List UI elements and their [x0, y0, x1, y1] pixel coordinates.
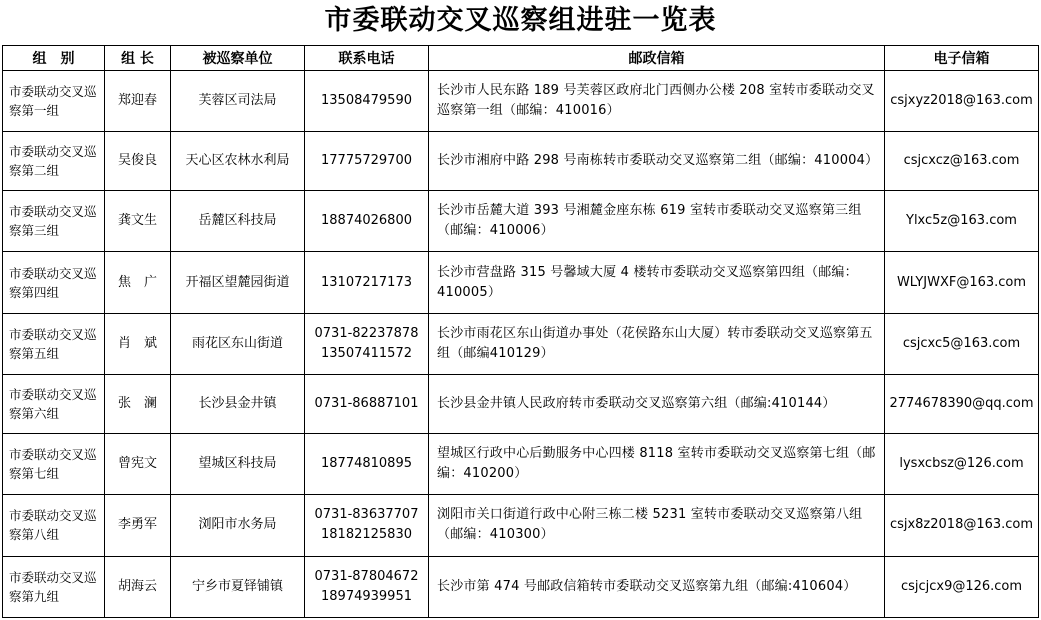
email-cell: Ylxc5z@163.com — [885, 190, 1039, 251]
email-cell: csjx8z2018@163.com — [885, 495, 1039, 556]
address-cell: 长沙市第 474 号邮政信箱转市委联动交叉巡察第九组（邮编:410604） — [429, 556, 885, 618]
email-cell: lysxcbsz@126.com — [885, 433, 1039, 494]
group-cell: 市委联动交叉巡察第二组 — [3, 132, 105, 190]
table-header-row — [3, 46, 1039, 71]
email-cell: csjcxcz@163.com — [885, 132, 1039, 190]
phone-line: 0731-87804672 — [314, 568, 419, 584]
leader-cell: 郑迎春 — [105, 71, 171, 132]
unit-cell: 雨花区东山街道 — [171, 313, 305, 374]
phone-line: 0731-82237878 — [314, 325, 419, 341]
leader-cell: 龚文生 — [105, 190, 171, 251]
leader-cell: 肖 斌 — [105, 313, 171, 374]
leader-cell: 胡海云 — [105, 556, 171, 618]
phone-cell — [305, 190, 429, 251]
address-cell: 长沙市营盘路 315 号馨域大厦 4 楼转市委联动交叉巡察第四组（邮编：410005） — [429, 252, 885, 313]
phone-cell — [305, 132, 429, 190]
phone-line: 13508479590 — [321, 93, 412, 109]
address-cell: 长沙市湘府中路 298 号南栋转市委联动交叉巡察第二组（邮编：410004） — [429, 132, 885, 190]
unit-cell: 长沙县金井镇 — [171, 375, 305, 433]
leader-cell: 曾宪文 — [105, 433, 171, 494]
table-row — [3, 433, 1039, 494]
group-cell: 市委联动交叉巡察第五组 — [3, 313, 105, 374]
table-row — [3, 252, 1039, 313]
unit-cell: 开福区望麓园街道 — [171, 252, 305, 313]
phone-cell — [305, 495, 429, 556]
leader-cell: 李勇军 — [105, 495, 171, 556]
phone-line: 17775729700 — [321, 153, 412, 169]
phone-cell — [305, 556, 429, 618]
table-row — [3, 375, 1039, 433]
phone-line: 18874026800 — [321, 213, 412, 229]
email-cell: 2774678390@qq.com — [885, 375, 1039, 433]
address-cell: 长沙市雨花区东山街道办事处（花侯路东山大厦）转市委联动交叉巡察第五组（邮编410129） — [429, 313, 885, 374]
phone-cell — [305, 71, 429, 132]
leader-cell: 张 澜 — [105, 375, 171, 433]
patrol-group-table — [2, 45, 1039, 618]
phone-cell — [305, 313, 429, 374]
group-cell: 市委联动交叉巡察第六组 — [3, 375, 105, 433]
group-cell: 市委联动交叉巡察第八组 — [3, 495, 105, 556]
table-row — [3, 132, 1039, 190]
phone-line: 0731-86887101 — [314, 395, 419, 411]
unit-cell: 浏阳市水务局 — [171, 495, 305, 556]
leader-cell: 焦 广 — [105, 252, 171, 313]
unit-cell: 宁乡市夏铎铺镇 — [171, 556, 305, 618]
phone-line-2: 18182125830 — [321, 527, 412, 543]
phone-line: 13107217173 — [321, 274, 412, 290]
phone-line: 0731-83637707 — [314, 507, 419, 523]
table-row — [3, 495, 1039, 556]
phone-cell — [305, 252, 429, 313]
header-unit: 被巡察单位 — [171, 46, 305, 71]
group-cell: 市委联动交叉巡察第四组 — [3, 252, 105, 313]
header-email: 电子信箱 — [885, 46, 1039, 71]
address-cell: 长沙市岳麓大道 393 号湘麓金座东栋 619 室转市委联动交叉巡察第三组（邮编：410006） — [429, 190, 885, 251]
unit-cell: 望城区科技局 — [171, 433, 305, 494]
header-phone: 联系电话 — [305, 46, 429, 71]
group-cell: 市委联动交叉巡察第一组 — [3, 71, 105, 132]
table-row — [3, 71, 1039, 132]
email-cell: csjcxc5@163.com — [885, 313, 1039, 374]
page-title: 市委联动交叉巡察组进驻一览表 — [324, 5, 717, 36]
group-cell: 市委联动交叉巡察第七组 — [3, 433, 105, 494]
unit-cell: 岳麓区科技局 — [171, 190, 305, 251]
phone-line: 18774810895 — [321, 455, 412, 471]
header-leader: 组 长 — [105, 46, 171, 71]
address-cell: 浏阳市关口街道行政中心附三栋二楼 5231 室转市委联动交叉巡察第八组（邮编：410300） — [429, 495, 885, 556]
group-cell: 市委联动交叉巡察第九组 — [3, 556, 105, 618]
leader-cell: 吴俊良 — [105, 132, 171, 190]
phone-cell — [305, 375, 429, 433]
header-mail: 邮政信箱 — [429, 46, 885, 71]
email-cell: WLYJWXF@163.com — [885, 252, 1039, 313]
table-row — [3, 313, 1039, 374]
group-cell: 市委联动交叉巡察第三组 — [3, 190, 105, 251]
table-row — [3, 190, 1039, 251]
address-cell: 望城区行政中心后勤服务中心四楼 8118 室转市委联动交叉巡察第七组（邮编：410200） — [429, 433, 885, 494]
unit-cell: 芙蓉区司法局 — [171, 71, 305, 132]
phone-cell — [305, 433, 429, 494]
header-group: 组 别 — [3, 46, 105, 71]
unit-cell: 天心区农林水利局 — [171, 132, 305, 190]
phone-line-2: 18974939951 — [321, 588, 412, 604]
address-cell: 长沙市人民东路 189 号芙蓉区政府北门西侧办公楼 208 室转市委联动交叉巡察第一组（邮编：410016） — [429, 71, 885, 132]
table-row — [3, 556, 1039, 618]
phone-line-2: 13507411572 — [321, 345, 412, 361]
address-cell: 长沙县金井镇人民政府转市委联动交叉巡察第六组（邮编:410144） — [429, 375, 885, 433]
email-cell: csjcjcx9@126.com — [885, 556, 1039, 618]
email-cell: csjxyz2018@163.com — [885, 71, 1039, 132]
